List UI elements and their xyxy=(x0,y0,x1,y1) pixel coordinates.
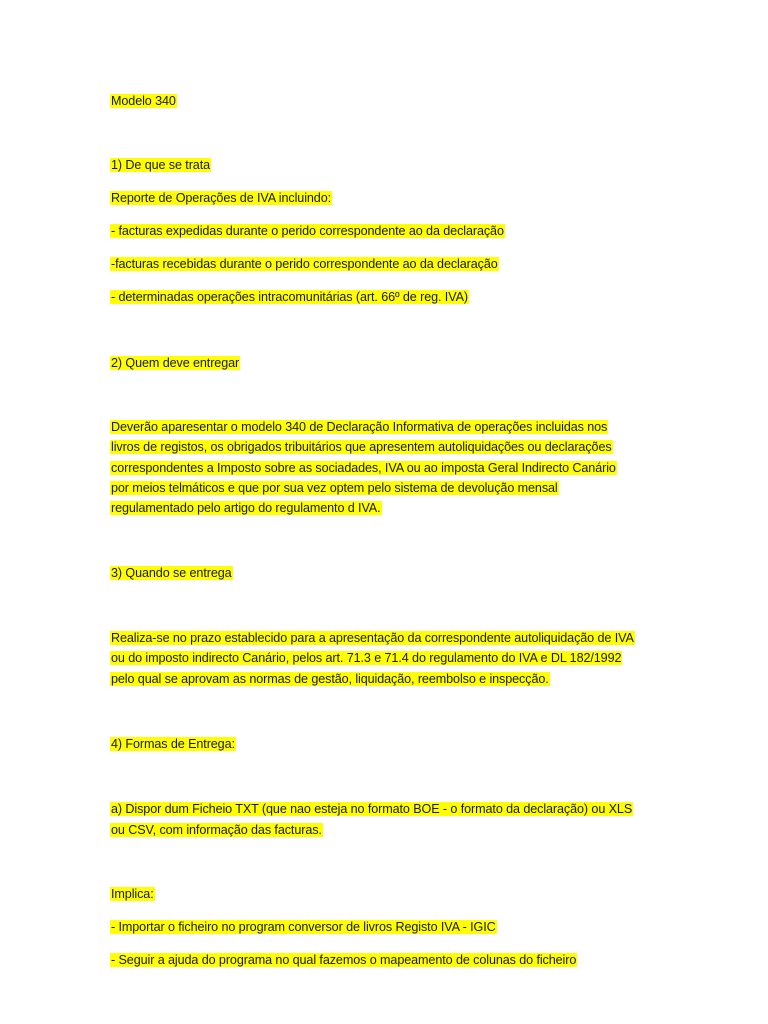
section-4-implica-label: Implica: xyxy=(111,887,154,901)
section-3-paragraph-line-1: Realiza-se no prazo establecido para a apresentação da correspondente autoliquidação de IVA xyxy=(111,631,634,645)
section-2-paragraph-line-3: correspondentes a Imposto sobre as sociadades, IVA ou ao imposta Geral Indirecto Canário xyxy=(111,461,616,475)
section-1-item-1: - facturas expedidas durante o perido correspondente ao da declaração xyxy=(111,224,504,238)
section-3-paragraph-line-3: pelo qual se aprovam as normas de gestão, liquidação, reembolso e inspecção. xyxy=(111,672,549,686)
document-title: Modelo 340 xyxy=(111,94,176,108)
section-2-paragraph-line-4: por meios telmáticos e que por sua vez optem pelo sistema de devolução mensal xyxy=(111,481,558,495)
section-1-item-3: - determinadas operações intracomunitárias (art. 66º de reg. IVA) xyxy=(111,290,468,304)
section-2-paragraph-line-1: Deverão aparesentar o modelo 340 de Declaração Informativa de operações incluidas nos xyxy=(111,420,608,434)
section-1-intro: Reporte de Operações de IVA incluindo: xyxy=(111,191,331,205)
section-1-item-2: -facturas recebidas durante o perido correspondente ao da declaração xyxy=(111,257,498,271)
section-2-heading: 2) Quem deve entregar xyxy=(111,356,240,370)
section-4-option-a-line-2: ou CSV, com informação das facturas. xyxy=(111,823,322,837)
section-2-paragraph-line-2: livros de registos, os obrigados tribuitários que apresentem autoliquidações ou declarações xyxy=(111,440,612,454)
section-4-item-2: - Seguir a ajuda do programa no qual fazemos o mapeamento de colunas do ficheiro xyxy=(111,953,577,967)
section-3-heading: 3) Quando se entrega xyxy=(111,566,232,580)
section-4-option-a-line-1: a) Dispor dum Ficheio TXT (que nao esteja no formato BOE - o formato da declaração) ou XLS xyxy=(111,802,633,816)
section-3-paragraph-line-2: ou do imposto indirecto Canário, pelos art. 71.3 e 71.4 do regulamento do IVA e DL 182/1992 xyxy=(111,651,622,665)
section-4-item-1: - Importar o ficheiro no program conversor de livros Registo IVA - IGIC xyxy=(111,920,496,934)
section-2-paragraph-line-5: regulamentado pelo artigo do regulamento d IVA. xyxy=(111,501,381,515)
section-4-heading: 4) Formas de Entrega: xyxy=(111,737,235,751)
section-1-heading: 1) De que se trata xyxy=(111,158,211,172)
